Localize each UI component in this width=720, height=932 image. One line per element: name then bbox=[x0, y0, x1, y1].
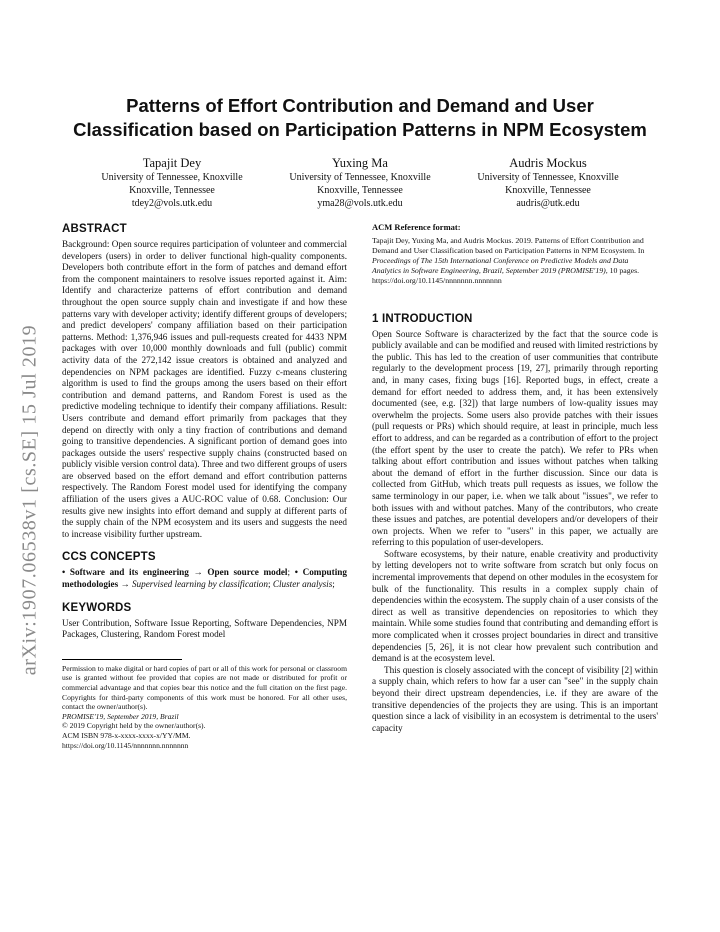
keywords-text: User Contribution, Software Issue Reporting, Software Dependencies, NPM Packages, Clustering, Random Forest model bbox=[62, 617, 347, 640]
author-1 bbox=[78, 155, 266, 210]
author-email: tdey2@vols.utk.edu bbox=[131, 198, 213, 209]
venue: PROMISE'19, September 2019, Brazil bbox=[62, 711, 179, 721]
permission-block bbox=[62, 664, 347, 750]
author-name: Tapajit Dey bbox=[142, 156, 202, 170]
author-email: audris@utk.edu bbox=[516, 198, 580, 209]
permission-text: Permission to make digital or hard copies of part or all of this work for personal or classroom use is granted without fee provided that copies are not made or distributed for profit or commercial advantage and that copies bear this notice and the full citation on the first page. Copyrights for third-party components of this work must be honored. For all other uses, contact the owner/author(s). bbox=[62, 663, 347, 712]
arxiv-identifier-text: arXiv:1907.06538v1 [cs.SE] 15 Jul 2019 bbox=[18, 324, 41, 676]
author-affiliation: University of Tennessee, Knoxville bbox=[101, 172, 243, 183]
right-column bbox=[372, 222, 658, 734]
intro-paragraph-2: Software ecosystems, by their nature, enable creativity and productivity by letting developers not to write software from scratch but only focus on incremental improvements that depend on other modules in the ecosystem for bulk of the functionality. This results in a complex supply chain of dependencies within the ecosystem. The supply chain of a user consists of the direct as well as transitive dependencies on repositories to which they maintain. While some studies found that contributing and demanding effort is more complicated when it crosses project boundaries in direct and transitive dependencies [5, 26], it is not clear how prevalent such contribution and demand is at the ecosystem level. bbox=[372, 548, 658, 664]
abstract-text: Background: Open source requires participation of volunteer and commercial developers (users) in order to deliver functional high-quality components. Developers both contribute effort in the form of patches and demand effort from the component maintainers to resolve issues reported against it. Aim: Identify and characterize patterns of effort contribution and demand throughout the open source supply chain and investigate if and how these patterns vary with developer activity; identify different groups of developers; and predict developers' company affiliation based on their participation patterns. Method: 1,376,946 issues and pull-requests created for 4433 NPM packages with over 10,000 monthly downloads and full (public) commit activity data of the 272,142 issue creators is obtained and analyzed and dependencies on NPM packages are identified. Fuzzy c-means clustering algorithm is used to find the groups among the users based on their effort contribution and demand patterns, and Random Forest is used as the predictive modeling technique to identify their company affiliations. Result: Users contribute and demand effort primarily from packages that they depend on directly with only a tiny fraction of contributions and demand going to transitive dependencies. A significant portion of demand goes into packages outside the users' respective supply chains (constructed based on publicly visible version control data). Three and two different groups of users are observed based on the effort demand and effort contribution patterns respectively. The Random Forest model used for identifying the company affiliation of the users gives a AUC-ROC value of 0.68. Conclusion: Our results give new insights into effort demand and supply at different parts of the supply chain of the NPM ecosystem and its users and suggests the need to increase visibility further upstream. bbox=[62, 239, 347, 539]
author-affiliation: University of Tennessee, Knoxville bbox=[289, 172, 431, 183]
author-3 bbox=[454, 155, 642, 210]
author-block bbox=[78, 155, 642, 210]
intro-paragraph-1: Open Source Software is characterized by the fact that the source code is publicly available and can be modified and reused with limited restrictions by the public. This has led to the creation of user communities that contribute regularly to the development process [19, 27], primarily through reporting and, in many cases, fixing bugs [16]. Reported bugs, in effect, create a demand for effort needed to address them, and, it has been extensively documented (see, e.g. [32]) that large numbers of low-quality issues may overwhelm the projects. Some users also provide patches with their issues (pull requests or PRs) which should require, at least in principle, much less effort to address, and can be regarded as a contribution of effort to the project (the effort spent by the user to create the patch). We refer to PRs when talking about effort contribution and issues without patches when talking about the demand of effort in the further discussion. Since our data is collected from GitHub, which treats pull requests as issues, we follow the same terminology in our paper, i.e. when we talk about "issues", we refer to both issues with and without patches. Many of the contributors, who create these issues and patches, are potential developers and/or developers of their own projects. When we refer to "users" in this paper, we actually are referring to this population of user-developers. bbox=[372, 328, 659, 548]
author-name: Yuxing Ma bbox=[332, 156, 388, 170]
introduction-heading: 1 INTRODUCTION bbox=[372, 312, 473, 325]
abstract-heading: ABSTRACT bbox=[62, 223, 127, 235]
author-location: Knoxville, Tennessee bbox=[129, 185, 215, 196]
keywords-heading: KEYWORDS bbox=[62, 601, 132, 614]
author-email: yma28@vols.utk.edu bbox=[317, 198, 403, 209]
reference-doi[interactable]: https://doi.org/10.1145/nnnnnnn.nnnnnnn bbox=[372, 275, 502, 285]
footnote-rule bbox=[62, 659, 182, 660]
intro-paragraph-3: This question is closely associated with the concept of visibility [2] within a supply chain, which refers to how far a user can "see" in the supply chain beyond their direct upstream dependencies, i.e. if they are aware of the transitive dependencies of the projects they are using. This is an important question since a lack of visibility in an ecosystem is detrimental to the users' capacity bbox=[372, 664, 658, 733]
title-line: Classification based on Participation Patterns in NPM Ecosystem bbox=[73, 119, 647, 140]
reference-format-heading: ACM Reference format: bbox=[372, 222, 461, 232]
paper-title bbox=[60, 94, 660, 142]
left-column bbox=[62, 222, 347, 750]
author-location: Knoxville, Tennessee bbox=[317, 185, 403, 196]
title-line: Patterns of Effort Contribution and Demand and User bbox=[126, 95, 594, 116]
copyright: © 2019 Copyright held by the owner/author(s). bbox=[62, 721, 206, 731]
author-affiliation: University of Tennessee, Knoxville bbox=[477, 172, 619, 183]
ccs-heading: CCS CONCEPTS bbox=[62, 551, 156, 564]
author-name: Audris Mockus bbox=[509, 156, 587, 170]
isbn: ACM ISBN 978-x-xxxx-xxxx-x/YY/MM. bbox=[62, 730, 191, 740]
author-location: Knoxville, Tennessee bbox=[505, 185, 591, 196]
doi: https://doi.org/10.1145/nnnnnnn.nnnnnnn bbox=[62, 740, 189, 750]
author-2 bbox=[266, 155, 454, 210]
ccs-text: • Software and its engineering → Open source model; • Computing methodologies → Supervised learning by classification; Cluster analysis; bbox=[62, 567, 347, 590]
reference-format-text: Tapajit Dey, Yuxing Ma, and Audris Mockus. 2019. Patterns of Effort Contribution and Demand and User Classification based on Participation Patterns in NPM Ecosystem. In Proceedings of The 15th International Conference on Predictive Models and Data Analytics in Software Engineering, Brazil, September 2019 (PROMISE'19), 10 pages. https://doi.org/10.1145/nnnnnnn.nnnnnnn bbox=[372, 235, 645, 285]
